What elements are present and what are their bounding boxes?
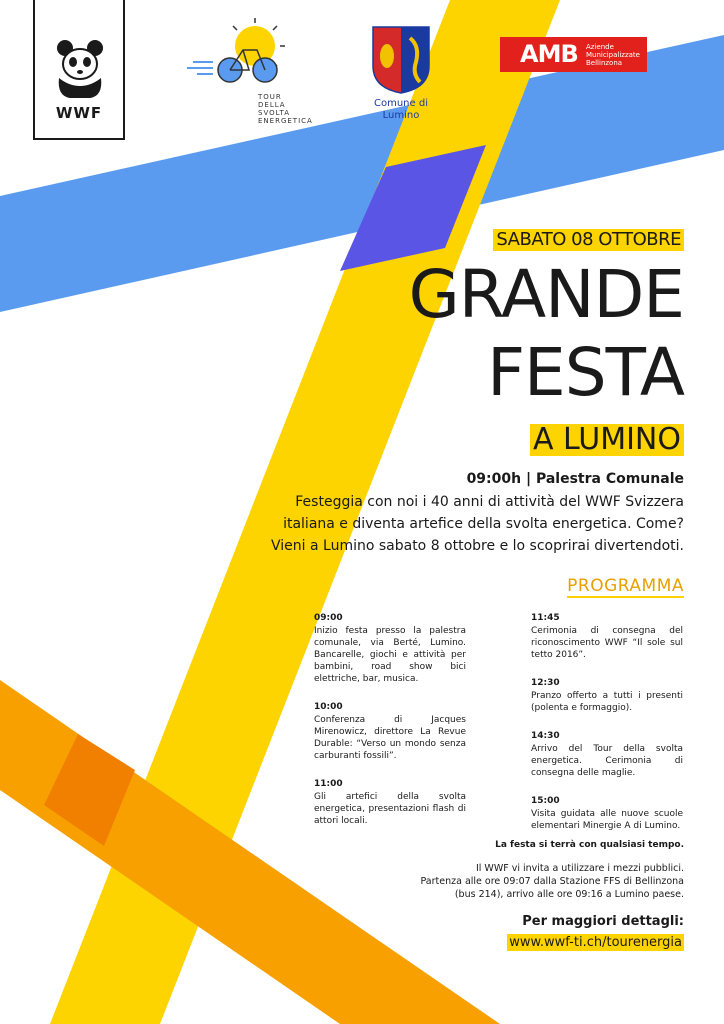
amb-line3: Bellinzona [586,59,623,67]
program-text: Visita guidata alle nuove scuole elementari Minergie A di Lumino. [531,809,683,831]
coat-of-arms-icon [372,26,430,94]
program-item [531,677,683,714]
program-text: Inizio festa presso la palestra comunale, via Berté, Lumino. Bancarelle, giochi e attività per bambini, road show bici elettriche, bar, musica. [314,626,466,684]
program-text: Cerimonia di consegna del riconoscimento WWF “Il sole sul tetto 2016”. [531,626,683,660]
program-text: Pranzo offerto a tutti i presenti (polenta e formaggio). [531,691,683,713]
program-time: 15:00 [531,796,560,806]
program-time: 09:00 [314,613,343,623]
intro-description [264,491,684,557]
tour-line1: TOUR [258,93,282,101]
amb-line2: Municipalizzate [586,51,640,59]
intro-line2: italiana e diventa artefice della svolta energetica. Come? [283,516,684,532]
transport-line1: Il WWF vi invita a utilizzare i mezzi pubblici. [475,863,684,874]
comune-line2: Lumino [382,110,420,121]
time-place: 09:00h | Palestra Comunale [466,471,684,487]
website-link[interactable]: www.wwf-ti.ch/tourenergia [509,935,682,950]
panda-icon [35,0,123,100]
program-item [314,612,466,685]
wwf-logo [33,0,125,140]
programma-left-column [314,612,466,843]
program-item [531,730,683,779]
intro-line3: Vieni a Lumino sabato 8 ottobre e lo scoprirai divertendoti. [271,538,684,554]
intro-line1: Festeggia con noi i 40 anni di attività del WWF Svizzera [295,494,684,510]
amb-line1: Aziende [586,43,614,51]
tour-line2: DELLA [258,101,286,109]
wwf-label: WWF [55,104,103,122]
program-text: Gli artefici della svolta energetica, presentazioni flash di attori locali. [314,792,466,826]
program-time: 14:30 [531,731,560,741]
program-item [314,701,466,762]
program-time: 10:00 [314,702,343,712]
title-line1: GRANDE [408,256,684,333]
programma-right-column [531,612,683,848]
tour-logo-text [258,93,313,125]
event-date: SABATO 08 OTTOBRE [493,229,684,251]
program-item [531,795,683,832]
title-line2: FESTA [487,334,684,411]
bicycle-sun-icon [185,18,295,93]
tour-line4: ENERGETICA [258,117,313,125]
amb-logo-big: AMB [520,40,578,68]
amb-logo-small [586,43,640,67]
comune-logo-text [366,98,436,122]
program-text: Arrivo del Tour della svolta energetica. Cerimonia di consegna delle maglie. [531,744,683,778]
title-line3: A LUMINO [530,424,684,456]
program-item [531,612,683,661]
program-time: 12:30 [531,678,560,688]
more-details-label: Per maggiori dettagli: [522,914,684,929]
program-item [314,778,466,827]
weather-note: La festa si terrà con qualsiasi tempo. [495,840,684,850]
program-time: 11:45 [531,613,560,623]
transport-info [384,862,684,901]
comune-line1: Comune di [374,98,428,109]
transport-line3: (bus 214), arrivo alle ore 09:16 a Lumino paese. [454,889,684,900]
amb-logo [500,37,647,72]
programma-title: PROGRAMMA [567,576,684,596]
tour-line3: SVOLTA [258,109,291,117]
transport-line2: Partenza alle ore 09:07 dalla Stazione FFS di Bellinzona [420,876,684,887]
program-time: 11:00 [314,779,343,789]
program-text: Conferenza di Jacques Mirenowicz, direttore La Revue Durable: “Verso un mondo senza carburanti fossili”. [314,715,466,761]
